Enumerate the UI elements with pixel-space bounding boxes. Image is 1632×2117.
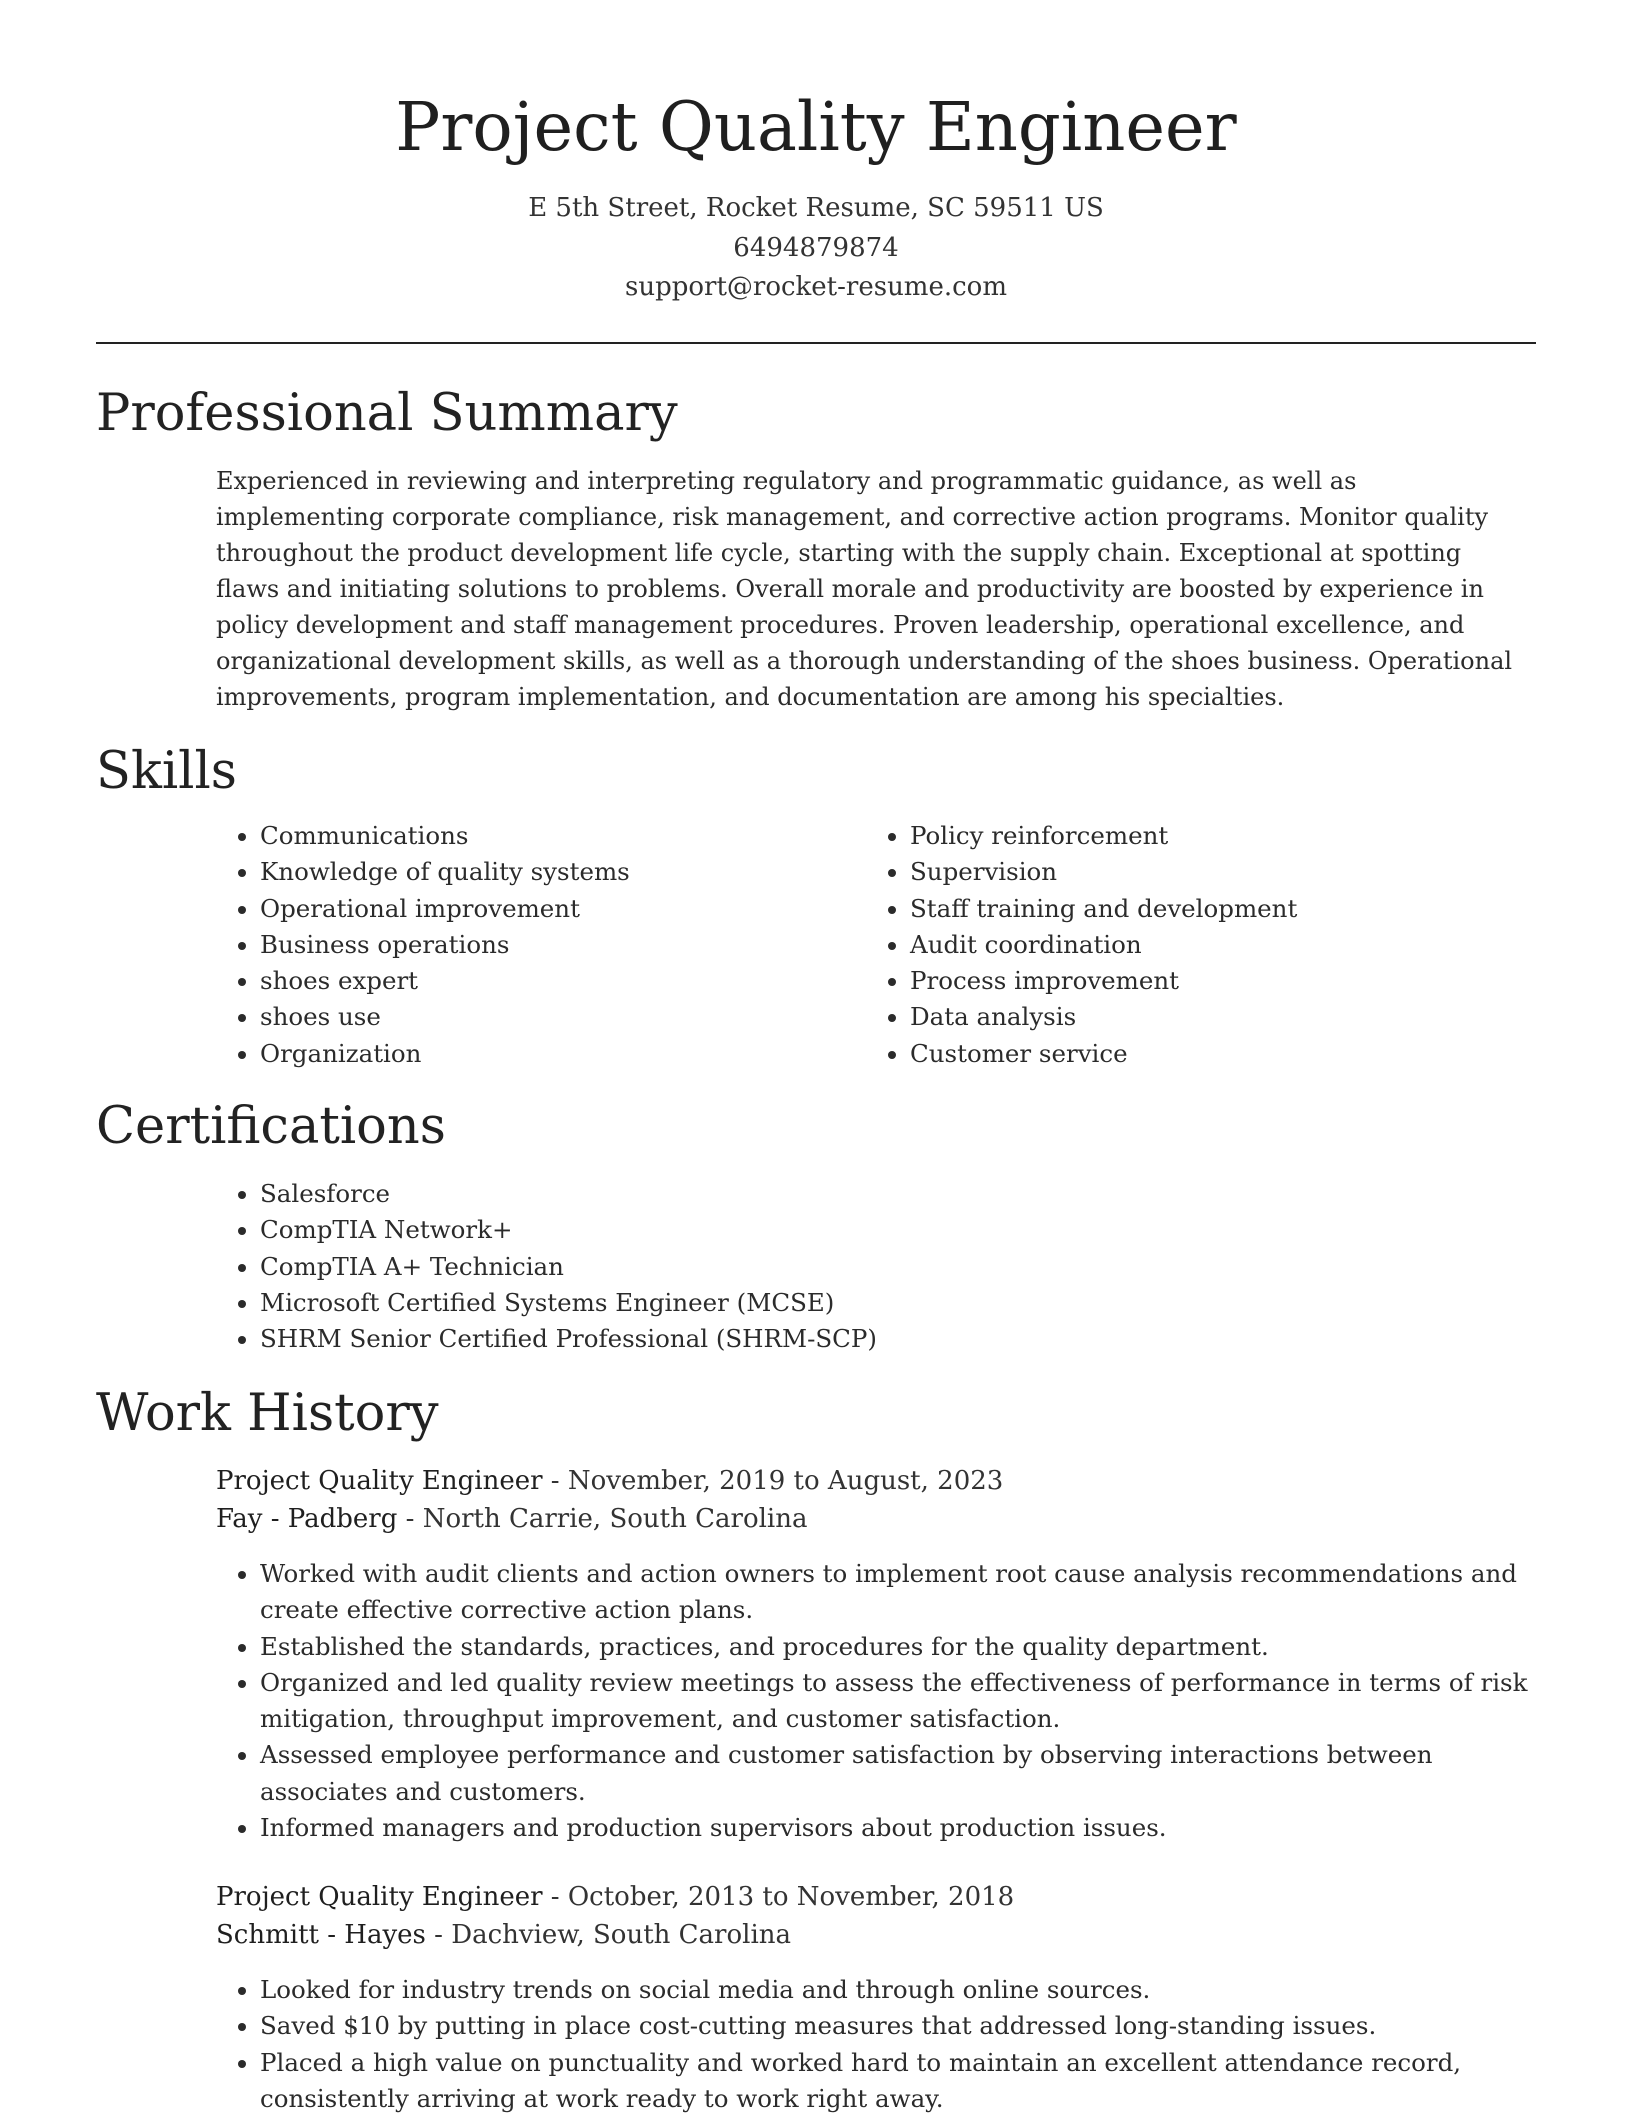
skill-item: • Business operations bbox=[260, 927, 860, 963]
job-bullet: • Looked for industry trends on social media and through online sources. bbox=[260, 1972, 1556, 2008]
job-bullet: • Worked with audit clients and action owners to implement root cause analysis recommendations and create effective corrective action plans. bbox=[260, 1556, 1556, 1629]
job-dates: October, 2013 to November, 2018 bbox=[567, 1882, 1015, 1912]
skill-item: • Supervision bbox=[910, 854, 1550, 890]
job-position: Project Quality Engineer bbox=[216, 1882, 543, 1912]
work-history-heading: Work History bbox=[96, 1384, 439, 1443]
certification-item: • CompTIA A+ Technician bbox=[260, 1249, 1550, 1285]
contact-phone: 6494879874 bbox=[733, 233, 899, 263]
job-employer bbox=[216, 1500, 807, 1538]
contact-email: support@rocket-resume.com bbox=[624, 272, 1007, 302]
skills-list-left bbox=[216, 818, 860, 1072]
job-separator: - bbox=[425, 1920, 452, 1950]
job-separator: - bbox=[397, 1504, 423, 1534]
resume-name: Project Quality Engineer bbox=[395, 88, 1237, 166]
job-location: North Carrie, South Carolina bbox=[422, 1504, 808, 1534]
job-employer bbox=[216, 1916, 791, 1954]
certification-item: • SHRM Senior Certified Professional (SHRM-SCP) bbox=[260, 1321, 1550, 1357]
skill-item: • Audit coordination bbox=[910, 927, 1550, 963]
skill-item: • Process improvement bbox=[910, 963, 1550, 999]
skill-item: • Operational improvement bbox=[260, 891, 860, 927]
job-bullet: • Saved $10 by putting in place cost-cutting measures that addressed long-standing issues. bbox=[260, 2008, 1556, 2044]
job-bullet: • Assessed employee performance and customer satisfaction by observing interactions between associates and customers. bbox=[260, 1737, 1556, 1810]
summary-text: Experienced in reviewing and interpreting regulatory and programmatic guidance, as well as implementing corporate compliance, risk management, and corrective action programs. Monitor quality throughout the product development life cycle, starting with the supply chain. Exceptional at spotting flaws and initiating solutions to problems. Overall morale and productivity are boosted by experience in policy development and staff management procedures. Proven leadership, operational excellence, and organizational development skills, as well as a thorough understanding of the shoes business. Operational improvements, program implementation, and documentation are among his specialties. bbox=[216, 467, 1513, 711]
job-separator: - bbox=[542, 1882, 568, 1912]
job-location: Dachview, South Carolina bbox=[451, 1920, 791, 1950]
skill-item: • shoes use bbox=[260, 999, 860, 1035]
job-bullet: • Placed a high value on punctuality and worked hard to maintain an excellent attendance record, consistently arriving at work ready to work right away. bbox=[260, 2045, 1556, 2117]
certifications-list bbox=[216, 1176, 1550, 1357]
header-divider bbox=[96, 342, 1536, 344]
job-heading bbox=[216, 1462, 1003, 1500]
job-separator: - bbox=[542, 1466, 568, 1496]
skill-item: • Communications bbox=[260, 818, 860, 854]
job-bullets bbox=[216, 1556, 1556, 1846]
contact-address: E 5th Street, Rocket Resume, SC 59511 US bbox=[528, 193, 1104, 223]
skill-item: • shoes expert bbox=[260, 963, 860, 999]
certification-item: • Salesforce bbox=[260, 1176, 1550, 1212]
skill-item: • Organization bbox=[260, 1036, 860, 1072]
summary-heading: Professional Summary bbox=[96, 384, 678, 443]
job-position: Project Quality Engineer bbox=[216, 1466, 543, 1496]
job-bullet: • Organized and led quality review meetings to assess the effectiveness of performance in terms of risk mitigation, throughput improvement, and customer satisfaction. bbox=[260, 1665, 1556, 1738]
certifications-heading: Certifications bbox=[96, 1097, 446, 1156]
job-dates: November, 2019 to August, 2023 bbox=[567, 1466, 1004, 1496]
skill-item: • Knowledge of quality systems bbox=[260, 854, 860, 890]
skills-heading: Skills bbox=[96, 742, 237, 801]
skills-list-right bbox=[866, 818, 1550, 1072]
skill-item: • Policy reinforcement bbox=[910, 818, 1550, 854]
certification-item: • Microsoft Certified Systems Engineer (MCSE) bbox=[260, 1285, 1550, 1321]
skill-item: • Staff training and development bbox=[910, 891, 1550, 927]
job-heading bbox=[216, 1878, 1014, 1916]
certification-item: • CompTIA Network+ bbox=[260, 1212, 1550, 1248]
job-company: Schmitt - Hayes bbox=[216, 1920, 426, 1950]
job-company: Fay - Padberg bbox=[216, 1504, 398, 1534]
job-bullets bbox=[216, 1972, 1556, 2117]
skill-item: • Customer service bbox=[910, 1036, 1550, 1072]
skill-item: • Data analysis bbox=[910, 999, 1550, 1035]
job-bullet: • Informed managers and production supervisors about production issues. bbox=[260, 1810, 1556, 1846]
job-bullet: • Established the standards, practices, and procedures for the quality department. bbox=[260, 1629, 1556, 1665]
